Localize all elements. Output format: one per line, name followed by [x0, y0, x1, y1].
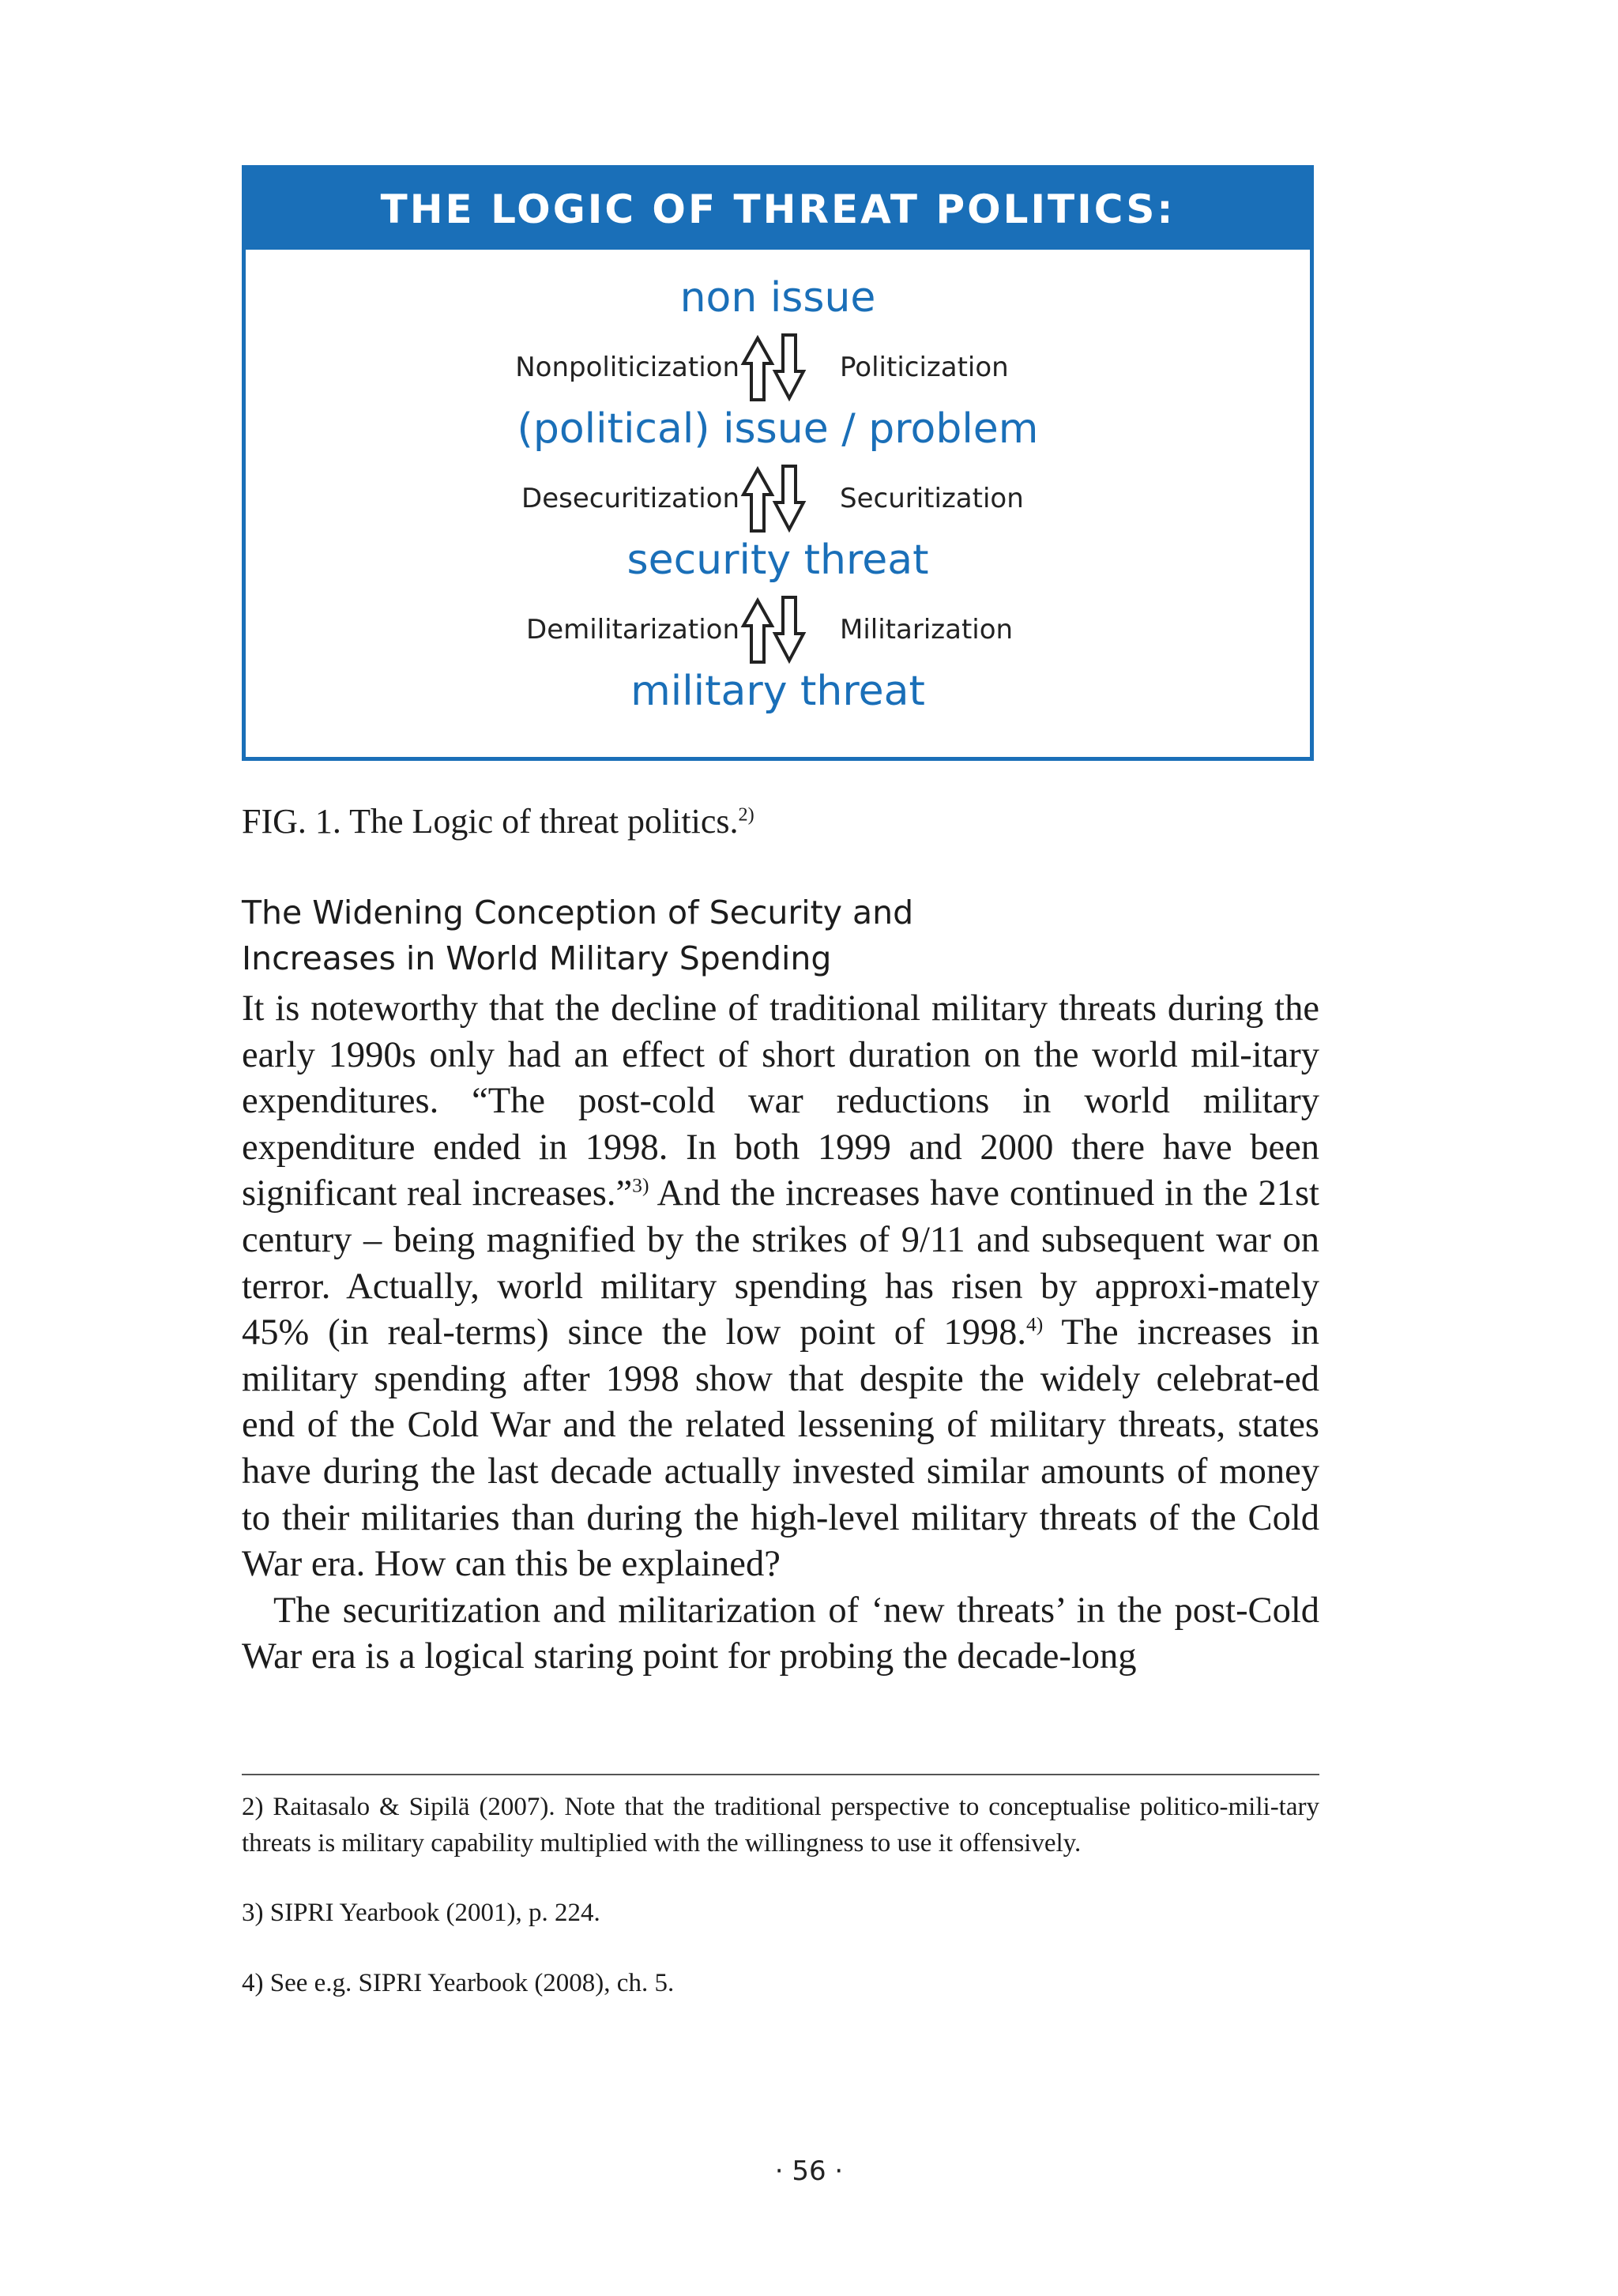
- footnote-divider: [242, 1774, 1319, 1775]
- up-down-arrows-icon: [734, 594, 821, 665]
- transition-up-label: Desecuritization: [521, 483, 739, 514]
- transition-militarization: [246, 594, 1310, 665]
- level-military-threat: military threat: [630, 668, 925, 715]
- transition-politicization: [246, 332, 1310, 403]
- transition-down-label: Securitization: [840, 483, 1024, 514]
- transition-up-label: Demilitarization: [526, 614, 739, 646]
- level-political-issue: (political) issue / problem: [517, 405, 1039, 453]
- transition-up-label: Nonpoliticization: [515, 352, 739, 383]
- footnote-ref: 2): [738, 804, 754, 826]
- paragraph: It is noteworthy that the decline of traditional military threats during the early 1990s only had an effect of short duration on the world mil-itary expenditures. “The post-cold war reductions in world military expenditure ended in 1998. In both 1999 and 2000 there have been significant real increases.”$^{3)}$ And the increases have continued in the 21st century – being magnified by the strikes of 9/11 and subsequent war on terror. Actually, world military spending has risen by approxi-mately 45% (in real-terms) since the low point of 1998.$^{4)}$ The increases in military spending after 1998 show that despite the widely celebrat-ed end of the Cold War and the related lessening of military threats, states have during the last decade actually invested similar amounts of money to their militaries than during the high-level military threats of the Cold War era. How can this be explained?: [242, 988, 1319, 1585]
- level-security-threat: security threat: [627, 536, 929, 584]
- footnote-ref: 4): [1026, 1312, 1044, 1336]
- body-text: [242, 986, 1319, 1681]
- figure-title: THE LOGIC OF THREAT POLITICS:: [246, 169, 1310, 250]
- level-non-issue: non issue: [679, 274, 876, 322]
- figure-caption: FIG. 1. The Logic of threat politics.$^{2)}$: [242, 802, 754, 841]
- footnote: 2) Raitasalo & Sipilä (2007). Note that the traditional perspective to conceptualise politico-mili-tary threats is military capability multiplied with the willingness to use it offensively.: [242, 1793, 1319, 1858]
- footnote: 4) See e.g. SIPRI Yearbook (2008), ch. 5.: [242, 1969, 675, 1997]
- section-heading: The Widening Conception of Security and Increases in World Military Spending: [242, 894, 914, 977]
- paragraph: The securitization and militarization of ‘new threats’ in the post-Cold War era is a logical staring point for probing the decade-long: [242, 1590, 1319, 1677]
- figure-box: [242, 165, 1314, 761]
- page-number: · 56 ·: [774, 2155, 844, 2187]
- transition-down-label: Militarization: [840, 614, 1014, 646]
- up-down-arrows-icon: [734, 463, 821, 534]
- transition-down-label: Politicization: [840, 352, 1009, 383]
- transition-securitization: [246, 463, 1310, 534]
- up-down-arrows-icon: [734, 332, 821, 403]
- footnote: 3) SIPRI Yearbook (2001), p. 224.: [242, 1899, 600, 1927]
- footnote-ref: 3): [632, 1173, 649, 1197]
